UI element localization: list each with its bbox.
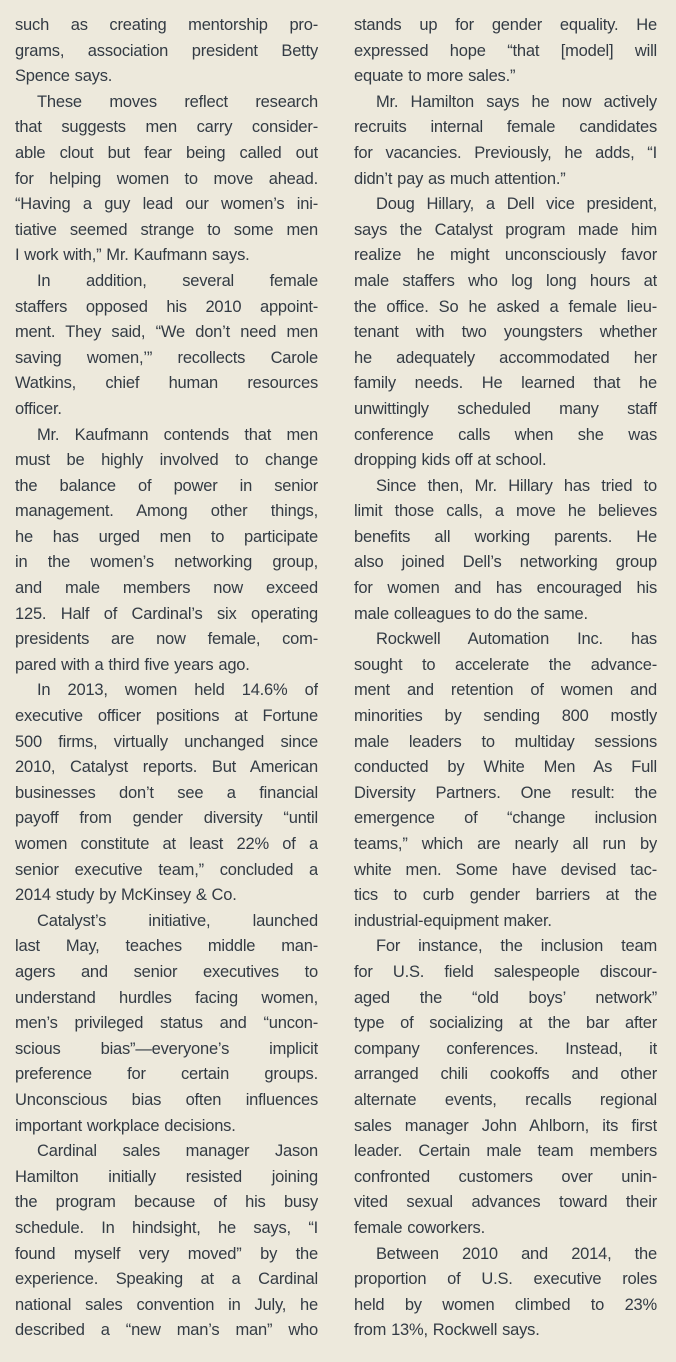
text-line: important workplace decisions. [15,1116,236,1135]
text-line: the office. So he asked a female lieu- [354,297,657,316]
text-line: for U.S. field salespeople discour- [354,962,657,981]
text-line: understand hurdles facing women, [15,988,318,1007]
text-line: such as creating mentorship pro- [15,16,318,34]
text-line: officer. [15,399,62,418]
text-line: unwittingly scheduled many staff [354,399,657,418]
text-line: dropping kids off at school. [354,451,547,470]
text-line: Since then, Mr. Hillary has tried to [376,476,657,495]
text-line: male leaders to multiday sessions [354,732,657,751]
text-line: sales manager John Ahlborn, its first [354,1116,657,1135]
text-line: national sales convention in July, he [15,1295,318,1314]
text-line: teams,” which are nearly all run by [354,835,657,853]
text-line: the balance of power in senior [15,476,318,495]
text-line: saving women,’” recollects Carole [15,348,318,367]
text-line: limit those calls, a move he believes [354,502,657,521]
text-line: confronted customers over unin- [354,1167,657,1186]
text-line: preference for certain groups. [15,1065,318,1084]
text-line: Watkins, chief human resources [15,374,318,393]
text-line: also joined Dell’s networking group [354,553,657,572]
text-line: last May, teaches middle man- [15,937,318,956]
text-line: arranged chili cookoffs and other [354,1065,657,1084]
text-line: conference calls when she was [354,425,657,444]
text-line: ment and retention of women and [354,681,657,700]
text-line: Mr. Hamilton says he now actively [376,92,657,111]
text-line: company conferences. Instead, it [354,1039,657,1058]
text-line: Unconscious bias often influences [15,1090,318,1109]
text-line: must be highly involved to change [15,451,318,470]
text-line: businesses don’t see a financial [15,783,318,802]
text-line: alternate events, recalls regional [354,1090,657,1109]
paragraph [354,1242,657,1344]
text-line: ment. They said, “We don’t need men [15,323,318,342]
text-line: scious bias”—everyone’s implicit [15,1039,318,1058]
text-line: and male members now exceed [15,579,318,598]
text-line: Doug Hillary, a Dell vice president, [376,195,657,214]
text-line: 2010, Catalyst reports. But American [15,758,318,777]
text-line: Rockwell Automation Inc. has [376,630,657,649]
paragraph [15,909,318,1139]
text-line: white men. Some have devised tac- [354,860,657,879]
text-line: Catalyst’s initiative, launched [37,911,318,930]
text-line: payoff from gender diversity “until [15,809,318,828]
text-line: industrial-equipment maker. [354,911,552,930]
text-line: emergence of “change inclusion [354,809,657,828]
text-line: men’s privileged status and “uncon- [15,1014,318,1033]
text-line: Spence says. [15,67,113,86]
text-line: he adequately accommodated her [354,348,657,367]
text-line: Diversity Partners. One result: the [354,783,657,802]
paragraph [354,474,657,628]
text-line: tenant with two youngsters whether [354,323,657,342]
text-line: says the Catalyst program made him [354,220,657,239]
text-line: schedule. In hindsight, he says, “I [15,1218,318,1237]
text-line: type of socializing at the bar after [354,1014,657,1033]
paragraph [15,423,318,679]
text-line: realize he might unconsciously favor [354,246,657,265]
paragraph [354,192,657,474]
text-line: vited sexual advances toward their [354,1193,657,1212]
text-line: staffers opposed his 2010 appoint- [15,297,318,316]
article-column-right [354,13,657,1362]
text-line: he has urged men to participate [15,527,318,546]
text-line: benefits all working parents. He [354,527,657,546]
text-line: senior executive team,” concluded a [15,860,318,879]
text-line: family needs. He learned that he [354,374,657,393]
text-line: Hamilton initially resisted joining [15,1167,318,1186]
text-line: Cardinal sales manager Jason [37,1142,318,1161]
text-line: leader. Certain male team members [354,1142,657,1161]
text-line: conducted by White Men As Full [354,758,657,777]
text-line: female coworkers. [354,1218,485,1237]
paragraph [15,1139,318,1344]
text-line: equate to more sales.” [354,67,516,86]
text-line: tics to curb gender barriers at the [354,886,657,905]
text-line: These moves reflect research [37,92,318,111]
text-line: In 2013, women held 14.6% of [37,681,318,700]
text-line: 500 firms, virtually unchanged since [15,732,318,751]
text-line: I work with,” Mr. Kaufmann says. [15,246,250,265]
text-line: In addition, several female [37,271,318,290]
text-line: executive officer positions at Fortune [15,707,318,726]
text-line: didn’t pay as much attention.” [354,169,566,188]
paragraph [354,627,657,934]
article-column-left [15,13,318,1362]
text-line: male staffers who log long hours at [354,271,657,290]
text-line: for women and has encouraged his [354,579,657,598]
paragraph [354,90,657,192]
text-line: “Having a guy lead our women’s ini- [15,195,318,214]
text-line: for vacancies. Previously, he adds, “I [354,143,657,162]
text-line: pared with a third five years ago. [15,655,250,674]
text-line: male colleagues to do the same. [354,604,588,623]
text-line: presidents are now female, com- [15,630,318,649]
text-line: sought to accelerate the advance- [354,655,657,674]
text-line: recruits internal female candidates [354,118,657,137]
text-line: the program because of his busy [15,1193,318,1212]
text-line: For instance, the inclusion team [376,937,657,956]
text-line: held by women climbed to 23% [354,1295,657,1314]
text-line: management. Among other things, [15,502,318,521]
text-line: stands up for gender equality. He [354,16,657,34]
paragraph [15,678,318,908]
text-line: experience. Speaking at a Cardinal [15,1270,318,1289]
text-line: Mr. Kaufmann contends that men [37,425,318,444]
text-line: described a “new man’s man” who [15,1321,318,1340]
text-line: 125. Half of Cardinal’s six operating [15,604,318,623]
text-line: proportion of U.S. executive roles [354,1270,657,1289]
paragraph [15,13,318,90]
paragraph [354,13,657,90]
text-line: able clout but fear being called out [15,143,318,162]
text-line: Between 2010 and 2014, the [376,1244,657,1263]
text-line: for helping women to move ahead. [15,169,318,188]
text-line: grams, association president Betty [15,41,318,60]
text-line: found myself very moved” by the [15,1244,318,1263]
paragraph [15,269,318,423]
text-line: that suggests men carry consider- [15,118,318,137]
text-line: expressed hope “that [model] will [354,41,657,60]
text-line: tiative seemed strange to some men [15,220,318,239]
text-line: aged the “old boys’ network” [354,988,657,1007]
text-line: 2014 study by McKinsey & Co. [15,886,237,905]
paragraph [15,90,318,269]
paragraph [354,934,657,1241]
text-line: minorities by sending 800 mostly [354,707,657,726]
text-line: agers and senior executives to [15,962,318,981]
text-line: women constitute at least 22% of a [15,835,318,853]
text-line: from 13%, Rockwell says. [354,1321,540,1340]
text-line: in the women’s networking group, [15,553,318,572]
